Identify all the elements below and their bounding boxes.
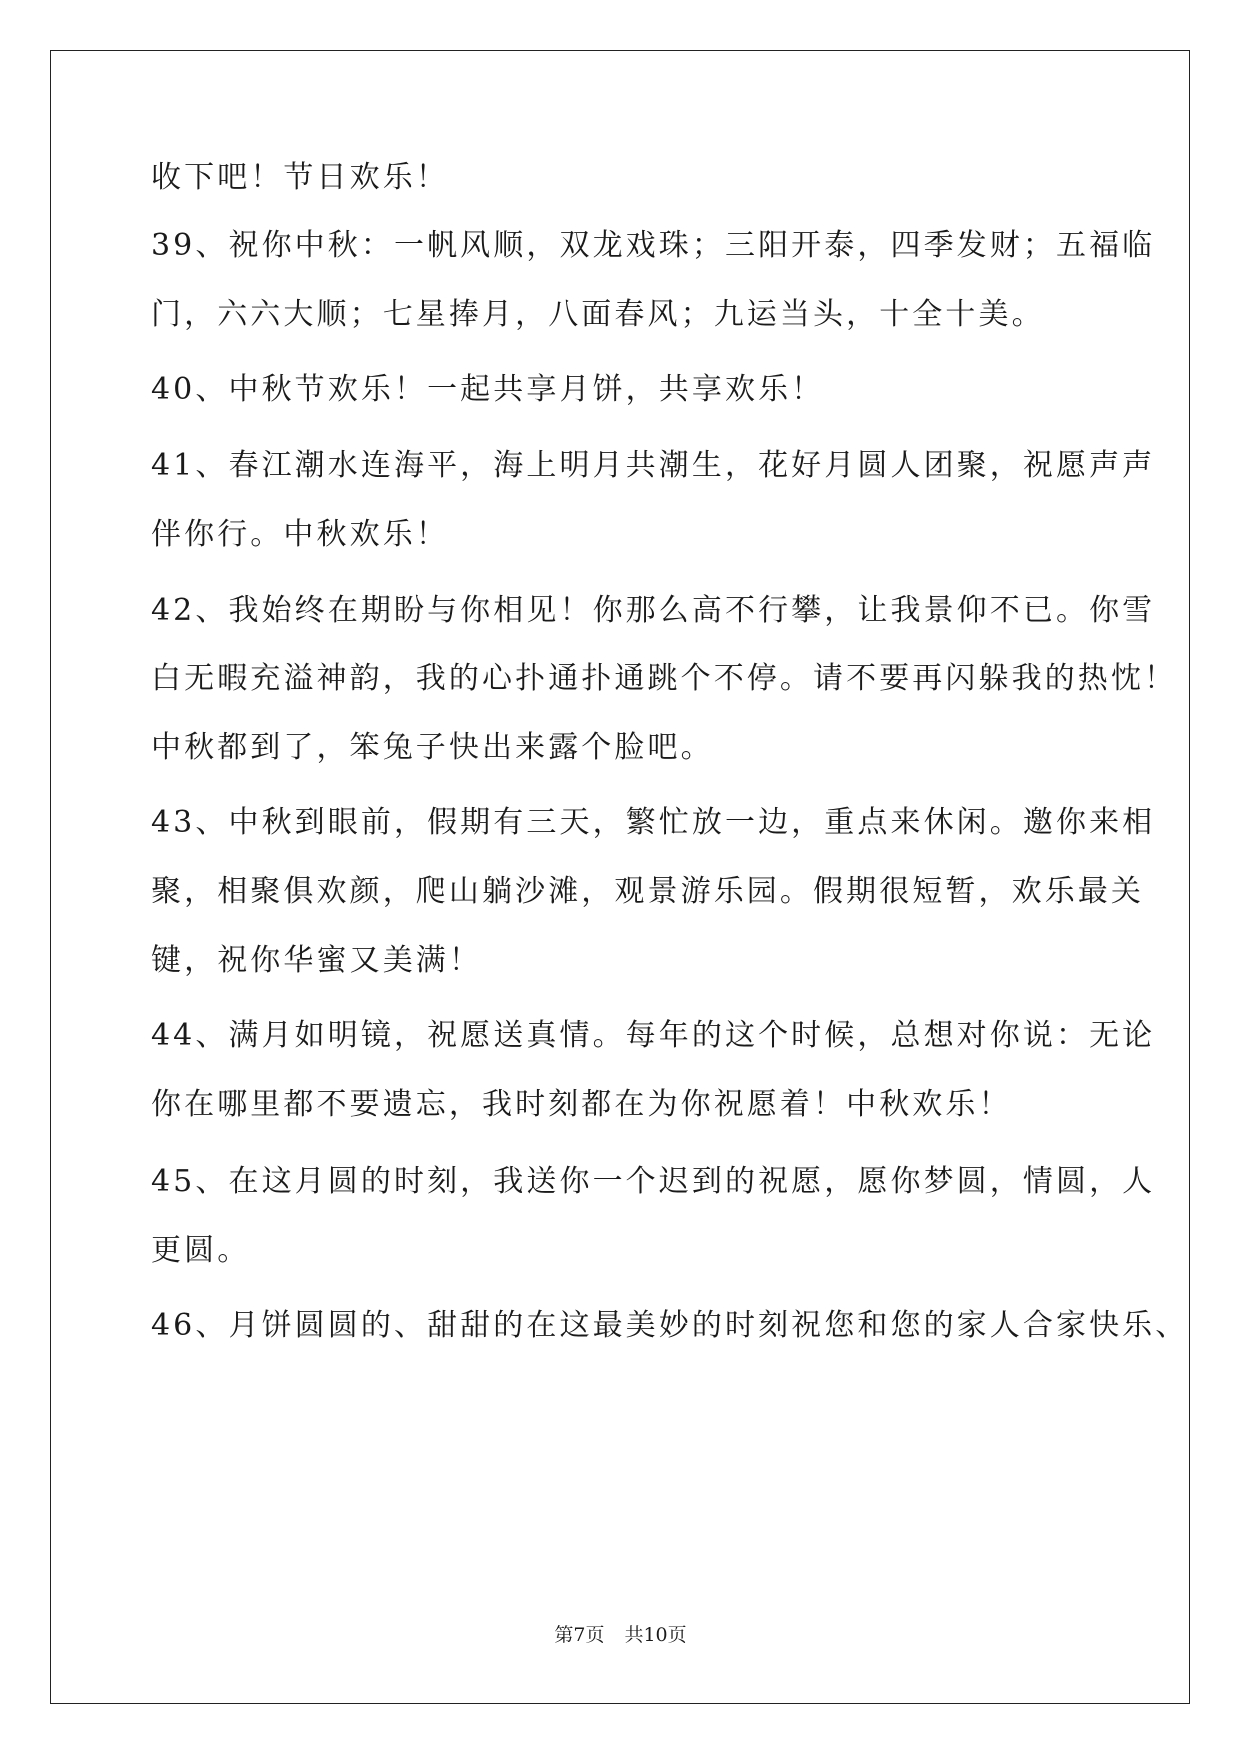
page-number-total: 共10页 [624, 1624, 687, 1646]
text-line: 43、中秋到眼前，假期有三天，繁忙放一边，重点来休闲。邀你来相 [151, 805, 1156, 840]
text-line: 40、中秋节欢乐！一起共享月饼，共享欢乐！ [151, 372, 825, 407]
text-line: 键，祝你华蜜又美满！ [151, 943, 482, 978]
text-line: 更圆。 [151, 1233, 251, 1268]
text-line: 伴你行。中秋欢乐！ [151, 517, 449, 552]
page-footer [0, 1623, 1241, 1647]
text-line: 42、我始终在期盼与你相见！你那么高不行攀，让我景仰不已。你雪 [151, 593, 1156, 628]
text-line: 聚，相聚俱欢颜，爬山躺沙滩，观景游乐园。假期很短暂，欢乐最关 [151, 874, 1144, 909]
text-line: 收下吧！节日欢乐！ [151, 160, 449, 195]
page-number-current: 第7页 [554, 1624, 605, 1646]
text-line: 46、月饼圆圆的、甜甜的在这最美妙的时刻祝您和您的家人合家快乐、 [151, 1308, 1189, 1343]
text-line: 你在哪里都不要遗忘，我时刻都在为你祝愿着！中秋欢乐！ [151, 1087, 1012, 1122]
text-line: 门，六六大顺；七星捧月，八面春风；九运当头，十全十美。 [151, 297, 1045, 332]
text-line: 白无暇充溢神韵，我的心扑通扑通跳个不停。请不要再闪躲我的热忱！ [151, 661, 1178, 696]
text-line: 41、春江潮水连海平，海上明月共潮生，花好月圆人团聚，祝愿声声 [151, 448, 1156, 483]
text-line: 39、祝你中秋：一帆风顺，双龙戏珠；三阳开泰，四季发财；五福临 [151, 228, 1156, 263]
text-line: 中秋都到了，笨兔子快出来露个脸吧。 [151, 730, 714, 765]
text-line: 44、满月如明镜，祝愿送真情。每年的这个时候，总想对你说：无论 [151, 1018, 1156, 1053]
text-line: 45、在这月圆的时刻，我送你一个迟到的祝愿，愿你梦圆，情圆，人 [151, 1164, 1156, 1199]
